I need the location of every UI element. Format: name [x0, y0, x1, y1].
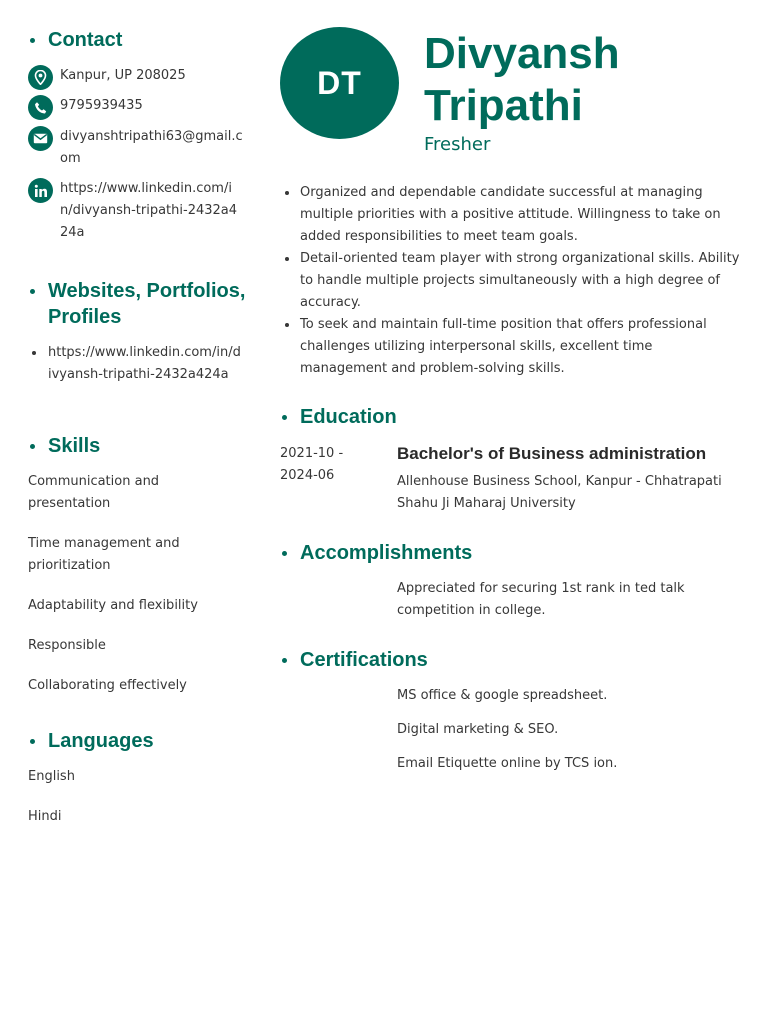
contact-phone: [28, 95, 248, 120]
contact-email: [28, 126, 248, 170]
language-item: Hindi: [28, 809, 62, 824]
contact-address: [28, 65, 248, 90]
certification-item: MS office & google spreadsheet.: [397, 688, 608, 703]
summary-item: To seek and maintain full-time position that offers professional challenges utilizing interpersonal skills, excellent time management and problem-solving skills.: [280, 314, 742, 380]
skill-item: Responsible: [28, 638, 106, 653]
role-title: Fresher: [424, 134, 491, 155]
summary-list: [280, 182, 742, 380]
skill-item: Communication and presentation: [28, 474, 160, 511]
summary-item: Detail-oriented team player with strong organizational skills. Ability to handle multiple projects simultaneously with a high degree of accuracy.: [280, 248, 742, 314]
initials-text: DT: [317, 64, 362, 101]
websites-heading: Websites, Portfolios, Profiles: [28, 278, 248, 330]
certification-item: Email Etiquette online by TCS ion.: [397, 756, 618, 771]
phone-text[interactable]: 9795939435: [60, 98, 143, 113]
skills-heading: Skills: [28, 433, 100, 459]
address-text: Kanpur, UP 208025: [60, 68, 186, 83]
skill-item: Collaborating effectively: [28, 678, 187, 693]
envelope-icon: [28, 126, 53, 151]
education-heading: Education: [280, 404, 397, 430]
first-name: Divyansh: [424, 29, 620, 78]
education-date: 2021-10 - 2024-06: [280, 446, 344, 483]
education-school: Allenhouse Business School, Kanpur - Chhatrapati Shahu Ji Maharaj University: [397, 474, 722, 511]
education-degree: Bachelor's of Business administration: [397, 444, 707, 463]
contact-heading: Contact: [28, 27, 122, 53]
skill-item: Time management and prioritization: [28, 536, 180, 573]
contact-linkedin: [28, 178, 248, 244]
languages-heading: Languages: [28, 728, 154, 754]
language-item: English: [28, 769, 75, 784]
summary-item: Organized and dependable candidate successful at managing multiple priorities with a positive attitude. Willingness to take on added responsibilities to meet team goals.: [280, 182, 742, 248]
accomplishments-heading: Accomplishments: [280, 540, 472, 566]
linkedin-text[interactable]: https://www.linkedin.com/in/divyansh-tripathi-2432a424a: [60, 181, 238, 240]
email-text[interactable]: divyanshtripathi63@gmail.com: [60, 129, 243, 166]
certification-item: Digital marketing & SEO.: [397, 722, 559, 737]
last-name: Tripathi: [424, 81, 583, 130]
phone-icon: [28, 95, 53, 120]
linkedin-icon: [28, 178, 53, 203]
location-pin-icon: [28, 65, 53, 90]
website-link[interactable]: https://www.linkedin.com/in/divyansh-tripathi-2432a424a: [28, 342, 243, 386]
skill-item: Adaptability and flexibility: [28, 598, 198, 613]
certifications-heading: Certifications: [280, 647, 428, 673]
accomplishment-item: Appreciated for securing 1st rank in ted talk competition in college.: [397, 581, 685, 618]
initials-avatar: [280, 27, 399, 139]
